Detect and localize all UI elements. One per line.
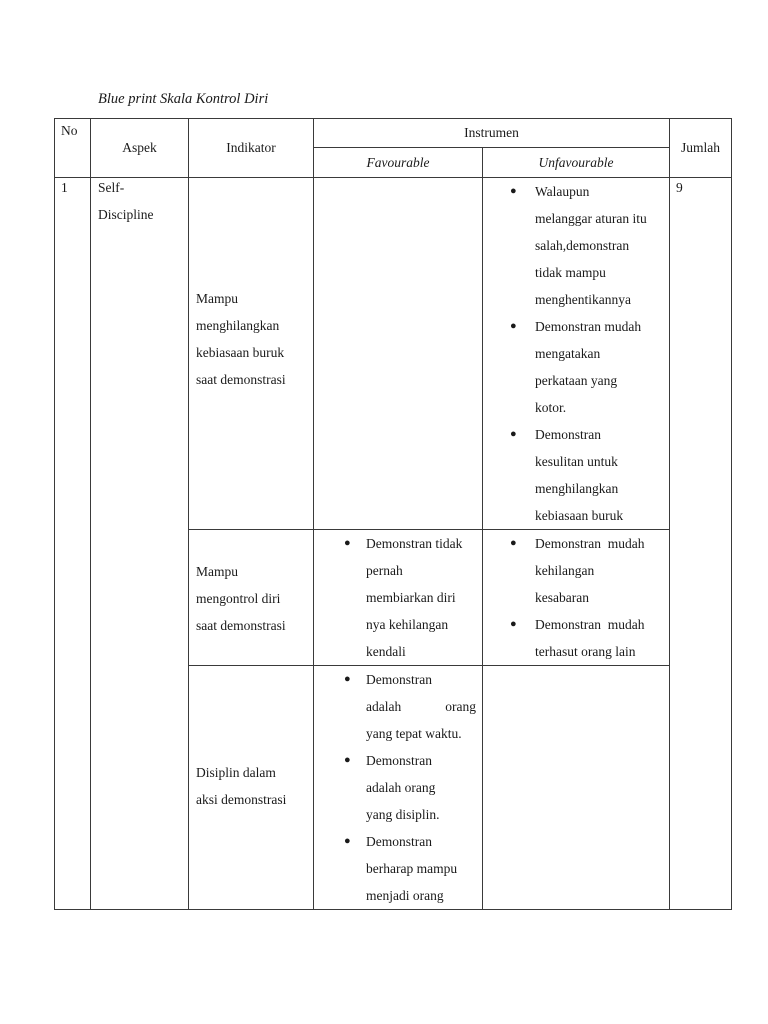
unfavourable-cell: [483, 178, 670, 530]
unfavourable-cell: [483, 530, 670, 666]
aspek-line: Discipline: [98, 207, 154, 222]
indikator-cell: [189, 178, 314, 530]
aspek-line: Self-: [98, 180, 125, 195]
list-item: ● Demonstran mudah terhasut orang lain: [483, 611, 669, 665]
indikator-line: mengontrol diri: [196, 591, 281, 606]
indikator-cell: [189, 666, 314, 910]
list-item: ● Demonstran adalah orang yang tepat waktu.: [314, 666, 482, 747]
indikator-line: kebiasaan buruk: [196, 344, 285, 360]
bullet-icon: ●: [344, 537, 351, 549]
indikator-cell: [189, 530, 314, 666]
list-item: ● Demonstran berharap mampu menjadi orang: [314, 828, 482, 909]
table-caption: Blue print Skala Kontrol Diri: [98, 91, 269, 107]
unfavourable-cell: [483, 666, 670, 910]
indikator-line: saat demonstrasi: [196, 371, 286, 387]
header-indikator: Indikator: [189, 119, 314, 178]
bullet-icon: ●: [344, 754, 351, 766]
list-item: ● Demonstran adalah orang yang disiplin.: [314, 747, 482, 828]
favourable-cell: [314, 178, 483, 530]
indikator-line: menghilangkan: [196, 317, 280, 333]
header-aspek: Aspek: [91, 119, 189, 178]
list-item: ● Demonstran mudah kehilangan kesabaran: [483, 530, 669, 611]
table-row: [55, 178, 732, 530]
header-instrumen: Instrumen: [314, 119, 670, 148]
indikator-line: Disiplin dalam: [196, 764, 276, 780]
bullet-icon: ●: [344, 835, 351, 847]
header-unfavourable: Unfavourable: [483, 148, 670, 178]
list-item: ● Demonstran tidak pernah membiarkan diri nya kehilangan kendali: [314, 530, 482, 665]
bullet-icon: ●: [510, 537, 517, 549]
header-row: [55, 119, 732, 148]
indikator-line: Mampu: [196, 290, 238, 306]
list-item: ● Demonstran kesulitan untuk menghilangkan kebiasaan buruk: [483, 421, 669, 529]
aspek-cell: [91, 178, 189, 910]
indikator-line: Mampu: [196, 564, 238, 579]
list-item: ● Demonstran mudah mengatakan perkataan yang kotor.: [483, 313, 669, 421]
bullet-icon: ●: [510, 618, 517, 630]
bullet-icon: ●: [510, 320, 517, 332]
indikator-line: aksi demonstrasi: [196, 791, 287, 807]
bullet-icon: ●: [344, 673, 351, 685]
bullet-icon: ●: [510, 185, 517, 197]
header-no: No: [55, 119, 91, 178]
favourable-cell: [314, 530, 483, 666]
indikator-line: saat demonstrasi: [196, 618, 286, 633]
favourable-cell: [314, 666, 483, 910]
jumlah-cell: 9: [670, 178, 732, 910]
list-item: ● Walaupun melanggar aturan itu salah,demonstran tidak mampu menghentikannya: [483, 178, 669, 313]
header-jumlah: Jumlah: [670, 119, 732, 178]
row-number: 1: [55, 178, 91, 910]
header-favourable: Favourable: [314, 148, 483, 178]
bullet-icon: ●: [510, 428, 517, 440]
word: orang: [445, 699, 476, 714]
blueprint-table: [54, 118, 732, 910]
word: adalah: [366, 699, 402, 714]
